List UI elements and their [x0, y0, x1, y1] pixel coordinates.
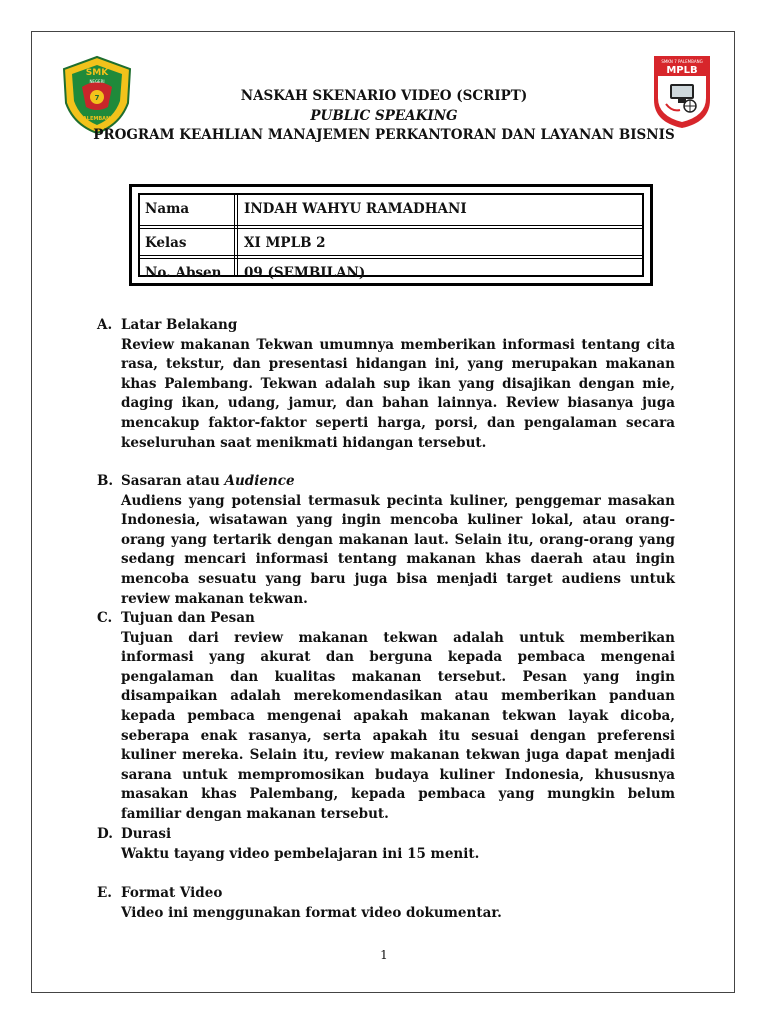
- section-letter: C.: [97, 610, 113, 626]
- section-body: Tujuan dari review makanan tekwan adalah untuk memberikan informasi yang akurat dan berguna kepada pembaca mengenai pengalaman dan kualitas makanan tersebut. Pesan yang ingin disampaikan adalah merekomendasikan atau memberikan panduan kepada pembaca mengenai apakah makanan tekwan layak dicoba, seberapa enak rasanya, serta apakah itu sesuai dengan preferensi kuliner mereka. Selain itu, review makanan tekwan juga dapat menjadi sarana untuk mempromosikan budaya kuliner Indonesia, khususnya masakan khas Palembang, kepada pembaca yang mungkin belum familiar dengan makanan tersebut.: [121, 629, 675, 822]
- identity-label: Nama: [145, 201, 190, 217]
- identity-label: No. Absen: [145, 265, 222, 281]
- smk-logo-text-top: SMK: [85, 68, 109, 78]
- section-letter: D.: [97, 826, 113, 842]
- mplb-logo-small-text: SMKN 7 PALEMBANG: [661, 59, 703, 64]
- section-body: Review makanan Tekwan umumnya memberikan informasi tentang cita rasa, tekstur, dan presentasi hidangan ini, yang merupakan makanan khas Palembang. Tekwan adalah sup ikan yang disajikan dengan mie, daging ikan, udang, jamur, dan bahan lainnya. Review biasanya juga mencakup faktor-faktor seperti harga, porsi, dan pengalaman secara keseluruhan saat menikmati hidangan tersebut.: [121, 336, 675, 451]
- document-title: NASKAH SKENARIO VIDEO (SCRIPT): [240, 88, 528, 104]
- smk-logo-text-bottom: PALEMBANG: [79, 116, 115, 122]
- section-title: Sasaran atau Audience: [121, 473, 295, 489]
- smk-logo-text-mid: NEGERI: [89, 79, 105, 84]
- identity-label: Kelas: [145, 235, 187, 251]
- identity-row-kelas: [140, 225, 642, 259]
- smk-logo-text-num: 7: [94, 94, 100, 102]
- section-body: Waktu tayang video pembelajaran ini 15 menit.: [121, 845, 480, 862]
- identity-value: INDAH WAHYU RAMADHANI: [244, 201, 467, 217]
- page-number: 1: [380, 948, 388, 962]
- section-letter: B.: [97, 473, 114, 489]
- identity-value: 09 (SEMBILAN): [244, 265, 366, 281]
- section-letter: E.: [97, 885, 112, 901]
- document-subtitle: PUBLIC SPEAKING: [310, 108, 458, 124]
- identity-row-nama: [140, 195, 642, 225]
- section-body: Video ini menggunakan format video dokumentar.: [121, 904, 502, 921]
- program-title: PROGRAM KEAHLIAN MANAJEMEN PERKANTORAN DAN LAYANAN BISNIS: [93, 127, 675, 143]
- identity-table: [129, 184, 653, 286]
- section-title: Durasi: [121, 826, 172, 842]
- section-letter: A.: [97, 317, 113, 333]
- section-body: Audiens yang potensial termasuk pecinta kuliner, penggemar masakan Indonesia, wisatawan yang ingin mencoba kuliner lokal, atau orang-orang yang tertarik dengan makanan laut. Selain itu, orang-orang yang sedang mencari informasi tentang makanan khas daerah atau ingin mencoba sesuatu yang baru juga bisa menjadi target audiens untuk review makanan tekwan.: [121, 492, 675, 607]
- mplb-logo-text: MPLB: [666, 65, 698, 76]
- section-title-italic: Audience: [224, 473, 295, 489]
- identity-value: XI MPLB 2: [244, 235, 326, 251]
- section-title: Tujuan dan Pesan: [121, 610, 255, 626]
- identity-row-no-absen: [140, 255, 642, 289]
- section-title: Latar Belakang: [121, 317, 238, 333]
- section-title: Format Video: [121, 885, 223, 901]
